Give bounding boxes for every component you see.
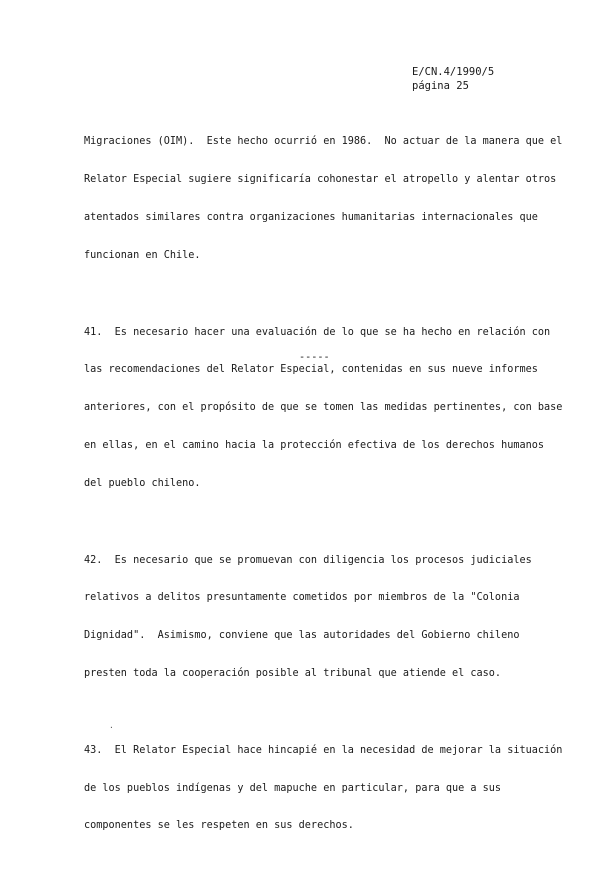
text-line: componentes se les respeten en sus derechos. [84, 820, 354, 832]
text-line: 42. Es necesario que se promuevan con diligencia los procesos judiciales [84, 554, 532, 566]
paragraph-continuation [84, 111, 563, 287]
paragraph-43 [84, 720, 563, 859]
text-line: del pueblo chileno. [84, 477, 201, 489]
document-body [84, 111, 563, 872]
text-line: Relator Especial sugiere significaría cohonestar el atropello y alentar otros [84, 173, 557, 185]
page-number: página 25 [412, 80, 469, 92]
end-separator: ----- [299, 352, 330, 363]
document-symbol: E/CN.4/1990/5 [412, 66, 495, 78]
text-line: 41. Es necesario hacer una evaluación de lo que se ha hecho en relación con [84, 326, 551, 338]
text-line: las recomendaciones del Relator Especial, contenidas en sus nueve informes [84, 364, 538, 376]
text-line: funcionan en Chile. [84, 249, 201, 261]
text-line: anteriores, con el propósito de que se tomen las medidas pertinentes, con base [84, 402, 563, 414]
paragraph-41 [84, 301, 563, 515]
text-line: en ellas, en el camino hacia la protección efectiva de los derechos humanos [84, 439, 545, 451]
text-line: de los pueblos indígenas y del mapuche en particular, para que a sus [84, 782, 502, 794]
text-line: Migraciones (OIM). Este hecho ocurrió en 1986. No actuar de la manera que el [84, 136, 563, 148]
text-line: presten toda la cooperación posible al tribunal que atiende el caso. [84, 667, 502, 679]
document-header [412, 65, 494, 93]
text-line: Dignidad". Asimismo, conviene que las autoridades del Gobierno chileno [84, 630, 520, 642]
paragraph-42 [84, 529, 544, 705]
text-line: relativos a delitos presuntamente cometidos por miembros de la "Colonia [84, 592, 520, 604]
text-line: atentados similares contra organizaciones humanitarias internacionales que [84, 211, 538, 223]
scan-speck: . [109, 721, 114, 730]
text-line: 43. El Relator Especial hace hincapié en la necesidad de mejorar la situación [84, 744, 563, 756]
